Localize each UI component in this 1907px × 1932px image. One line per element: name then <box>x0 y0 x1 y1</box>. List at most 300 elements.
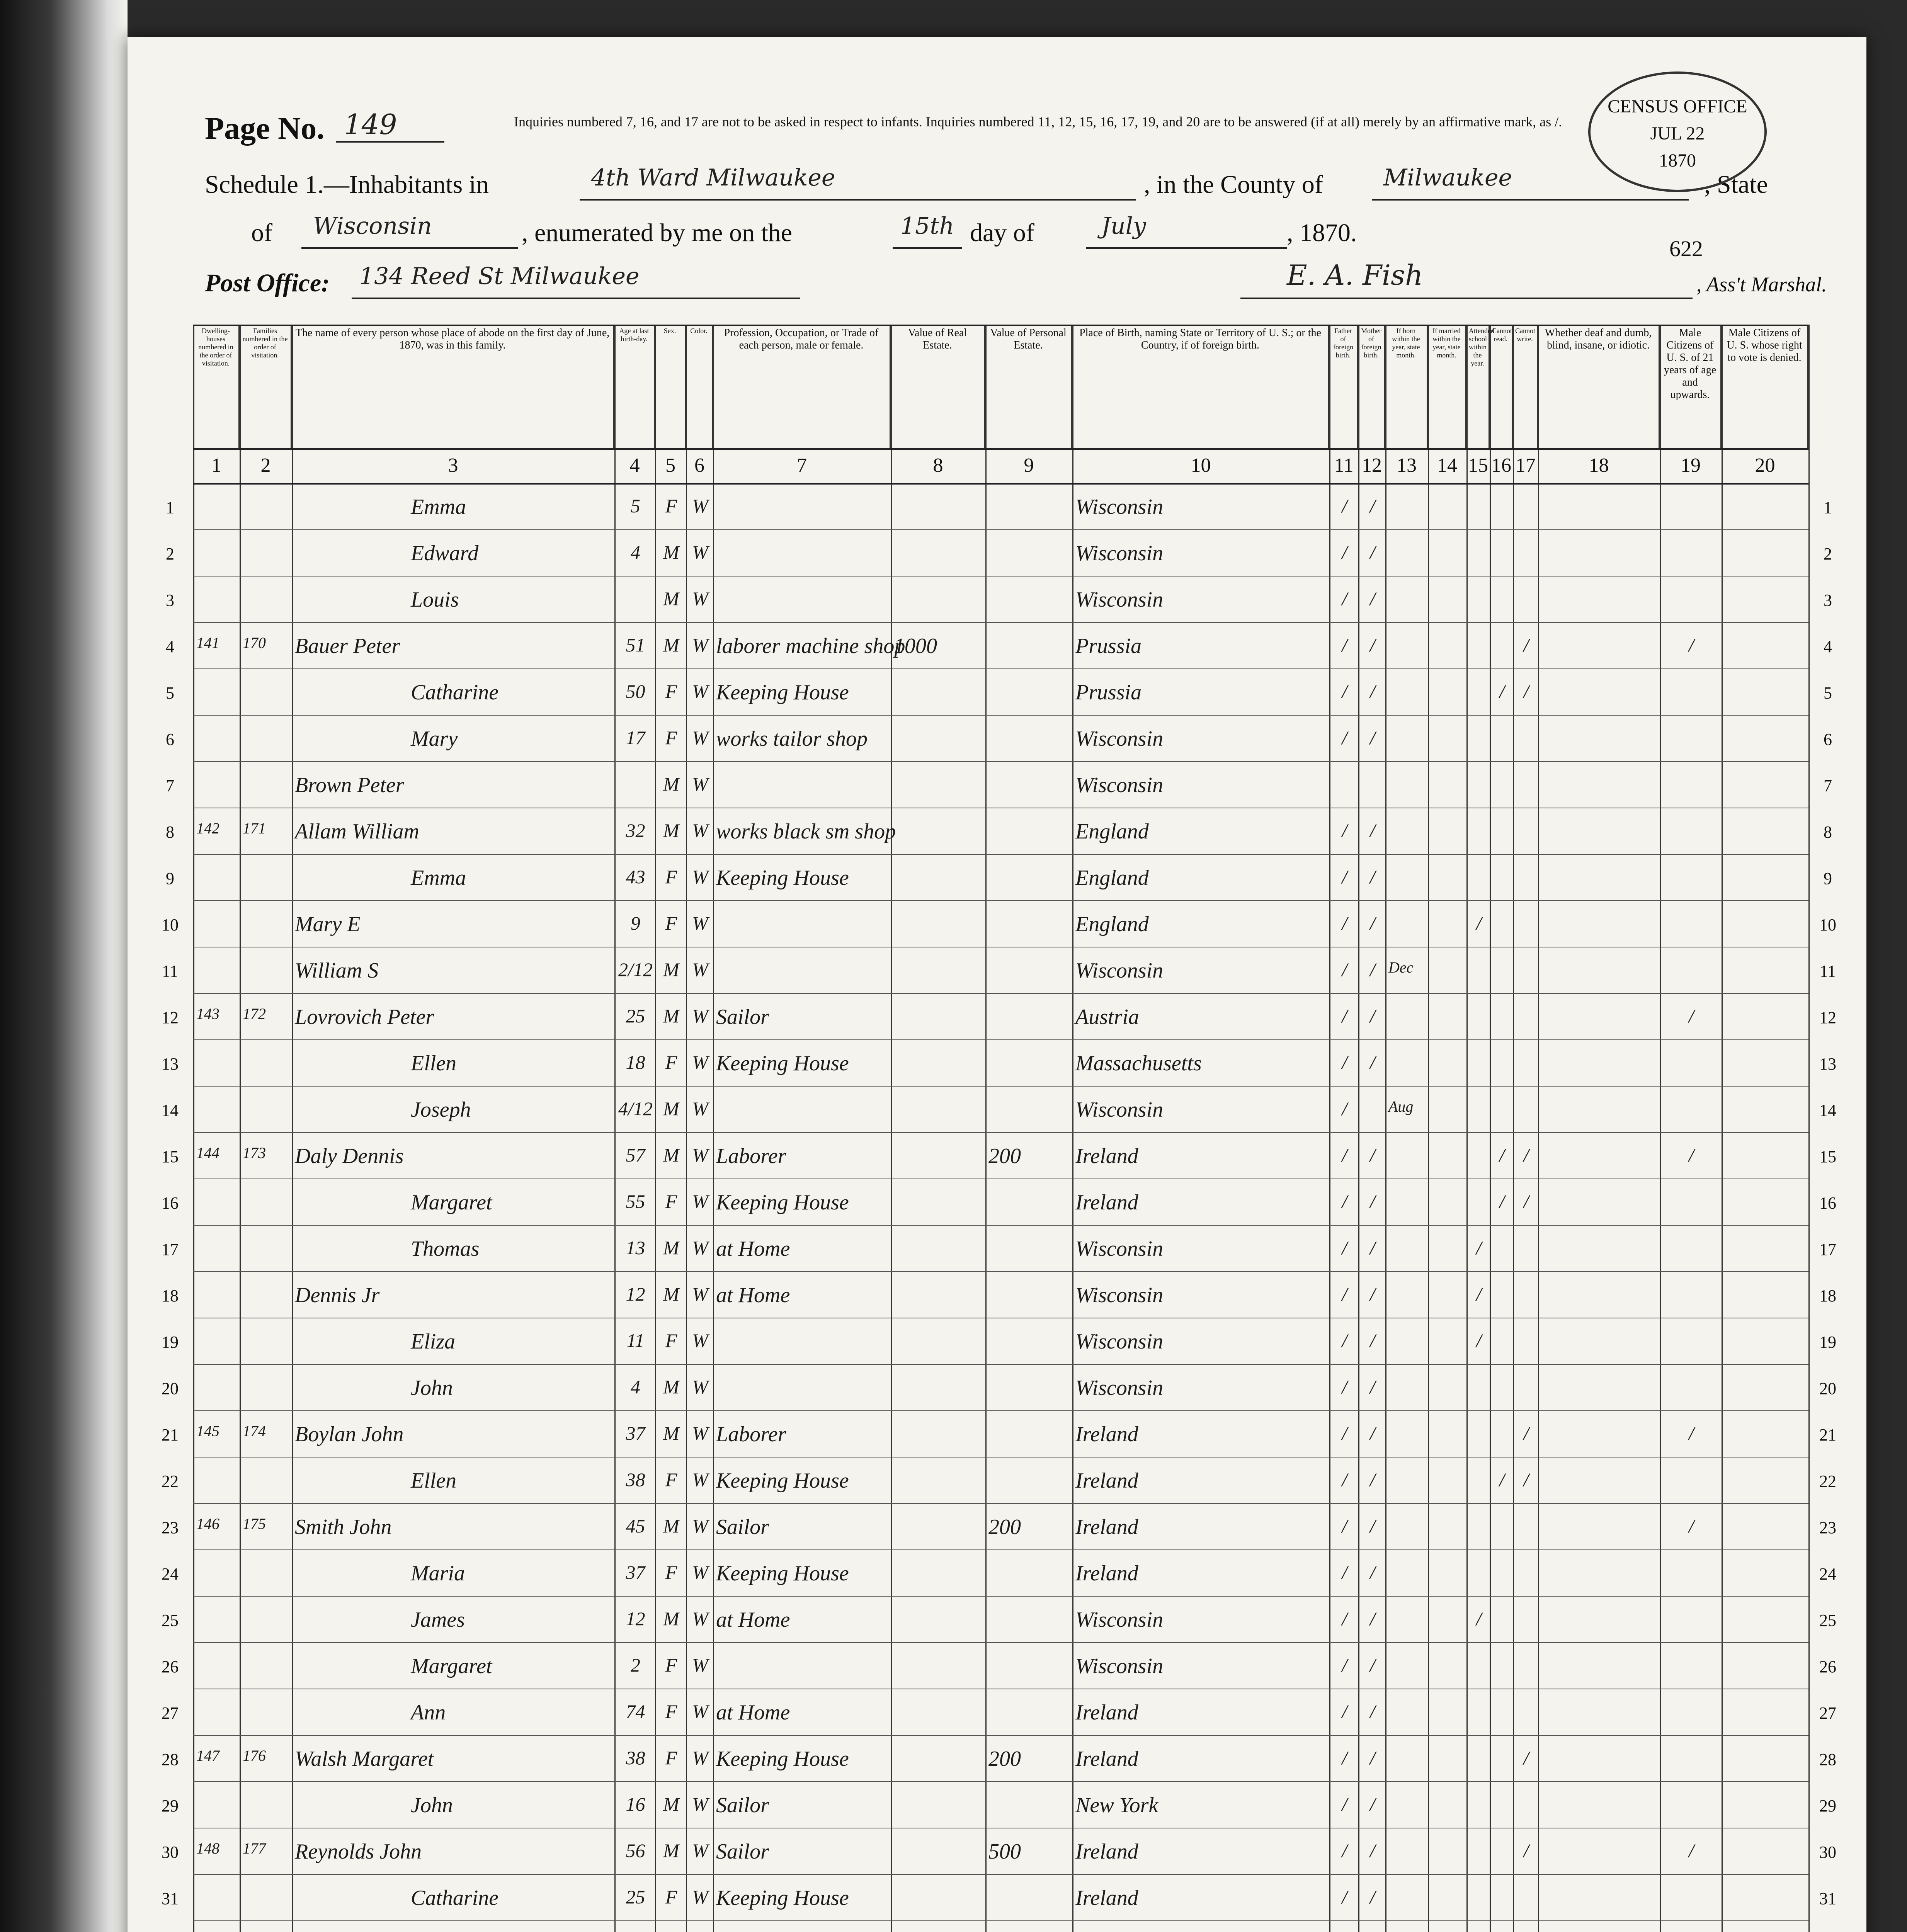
row-rule <box>193 1549 1808 1550</box>
census-table <box>162 325 1836 1932</box>
marshal-signature: E. A. Fish <box>1287 259 1423 291</box>
cell-color: W <box>692 1330 708 1351</box>
cell-birth: Ireland <box>1075 1144 1138 1168</box>
cell-name: Emma <box>411 495 466 519</box>
cell-c19: / <box>1689 1422 1694 1444</box>
row-number-right: 19 <box>1819 1333 1836 1352</box>
row-number-right: 11 <box>1819 962 1836 981</box>
column-number-16: 16 <box>1491 454 1511 476</box>
column-header-14: If married within the year, state month. <box>1428 325 1466 448</box>
cell-birth: Ireland <box>1075 1840 1138 1864</box>
cell-name: Catharine <box>411 680 499 704</box>
cell-age: 13 <box>626 1237 645 1259</box>
row-number-right: 6 <box>1824 730 1832 749</box>
row-number-left: 7 <box>166 776 174 795</box>
row-number-left: 5 <box>166 684 174 702</box>
cell-c17: / <box>1523 1747 1529 1769</box>
cell-c11: / <box>1342 1747 1347 1769</box>
cell-c19: / <box>1689 1515 1694 1537</box>
cell-sex: F <box>665 1051 677 1073</box>
cell-color: W <box>692 1422 708 1444</box>
cell-age: 2/12 <box>618 959 653 980</box>
cell-c15: / <box>1476 1330 1482 1351</box>
column-rule <box>1385 325 1386 1932</box>
cell-c15: / <box>1476 1237 1482 1259</box>
cell-birth: Wisconsin <box>1075 541 1164 565</box>
cell-birth: Prussia <box>1075 680 1142 704</box>
column-number-5: 5 <box>665 454 675 476</box>
cell-occ: Keeping House <box>716 1561 849 1585</box>
cell-c11: / <box>1342 1515 1347 1537</box>
column-header-19: Male Citizens of U. S. of 21 years of age and upwards. <box>1660 325 1722 448</box>
row-rule <box>193 1271 1808 1272</box>
cell-name: Thomas <box>411 1237 480 1261</box>
row-rule <box>193 483 1808 485</box>
column-rule <box>292 325 293 1932</box>
column-number-12: 12 <box>1362 454 1382 476</box>
row-number-right: 21 <box>1819 1425 1836 1444</box>
cell-c17: / <box>1523 1144 1529 1166</box>
column-number-11: 11 <box>1334 454 1354 476</box>
column-header-1: Dwelling-houses numbered in the order of visitation. <box>193 325 240 448</box>
row-number-right: 22 <box>1819 1472 1836 1491</box>
cell-sex: F <box>665 1701 677 1722</box>
cell-c15: / <box>1476 1283 1482 1305</box>
column-header-17: Cannot write. <box>1513 325 1538 448</box>
cell-birth: Wisconsin <box>1075 1330 1164 1354</box>
row-number-right: 2 <box>1824 544 1832 563</box>
cell-occ: at Home <box>716 1701 790 1725</box>
row-rule <box>193 448 1808 450</box>
cell-c12: / <box>1370 1747 1375 1769</box>
cell-d: 148 <box>196 1840 219 1857</box>
column-rule <box>193 325 194 1932</box>
cell-color: W <box>692 1051 708 1073</box>
cell-c11: / <box>1342 1144 1347 1166</box>
cell-occ: Sailor <box>716 1840 769 1864</box>
cell-name: Margaret <box>411 1190 492 1214</box>
row-number-right: 5 <box>1824 684 1832 702</box>
cell-birth: Wisconsin <box>1075 1608 1164 1632</box>
cell-c11: / <box>1342 1190 1347 1212</box>
row-number-left: 4 <box>166 637 174 656</box>
cell-sex: M <box>663 1608 679 1629</box>
column-header-8: Value of Real Estate. <box>891 325 985 448</box>
cell-name: Lovrovich Peter <box>295 1005 434 1029</box>
cell-name: Maria <box>411 1561 465 1585</box>
state-value: Wisconsin <box>313 213 432 240</box>
cell-color: W <box>692 1144 708 1166</box>
census-page <box>128 37 1866 1932</box>
cell-c11: / <box>1342 820 1347 841</box>
county-value: Milwaukee <box>1383 164 1512 191</box>
cell-name: Bauer Peter <box>295 634 400 658</box>
column-rule <box>1428 325 1429 1932</box>
cell-name: James <box>411 1608 465 1632</box>
cell-birth: Ireland <box>1075 1747 1138 1771</box>
stamp-text: CENSUS OFFICE JUL 22 1870 <box>1608 96 1747 171</box>
cell-c11: / <box>1342 634 1347 656</box>
post-office-label: Post Office: <box>205 269 330 297</box>
cell-sex: M <box>663 588 679 609</box>
row-number-left: 23 <box>162 1518 179 1537</box>
column-number-9: 9 <box>1024 454 1034 476</box>
cell-birth: Wisconsin <box>1075 1098 1164 1122</box>
post-office-value: 134 Reed St Milwaukee <box>359 263 640 290</box>
row-number-left: 29 <box>162 1796 179 1815</box>
cell-sex: F <box>665 680 677 702</box>
column-header-4: Age at last birth-day. <box>614 325 655 448</box>
cell-age: 25 <box>626 1886 645 1908</box>
row-rule <box>193 854 1808 855</box>
cell-occ: Keeping House <box>716 1747 849 1771</box>
cell-sex: M <box>663 634 679 656</box>
column-number-1: 1 <box>211 454 221 476</box>
cell-f: 171 <box>243 820 266 837</box>
cell-birth: Ireland <box>1075 1886 1138 1910</box>
cell-age: 2 <box>631 1654 640 1676</box>
cell-age: 5 <box>631 495 640 517</box>
cell-sex: M <box>663 1283 679 1305</box>
cell-c16: / <box>1499 680 1505 702</box>
cell-name: Daly Dennis <box>295 1144 404 1168</box>
cell-sex: M <box>663 820 679 841</box>
cell-age: 18 <box>626 1051 645 1073</box>
cell-sex: M <box>663 1840 679 1861</box>
cell-c19: / <box>1689 1840 1694 1861</box>
cell-f: 173 <box>243 1144 266 1162</box>
cell-color: W <box>692 1515 708 1537</box>
page-number: 149 <box>344 108 397 141</box>
cell-birth: England <box>1075 912 1149 936</box>
cell-c11: / <box>1342 1886 1347 1908</box>
cell-birth: Wisconsin <box>1075 1654 1164 1678</box>
cell-f: 172 <box>243 1005 266 1022</box>
row-rule <box>193 1039 1808 1040</box>
cell-c12: / <box>1370 1654 1375 1676</box>
row-rule <box>193 715 1808 716</box>
cell-c12: / <box>1370 588 1375 609</box>
column-number-3: 3 <box>448 454 458 476</box>
cell-occ: Keeping House <box>716 1051 849 1075</box>
column-rule <box>686 325 687 1932</box>
ward-underline <box>580 199 1136 201</box>
cell-name: John <box>411 1376 453 1400</box>
cell-c12: / <box>1370 727 1375 748</box>
row-number-right: 18 <box>1819 1286 1836 1305</box>
column-header-9: Value of Personal Estate. <box>985 325 1072 448</box>
cell-c19: / <box>1689 1005 1694 1027</box>
cell-color: W <box>692 634 708 656</box>
cell-c12: / <box>1370 1886 1375 1908</box>
cell-name: Joseph <box>411 1098 471 1122</box>
cell-age: 38 <box>626 1469 645 1490</box>
cell-age: 9 <box>631 912 640 934</box>
cell-c12: / <box>1370 1561 1375 1583</box>
column-header-2: Families numbered in the order of visitation. <box>240 325 292 448</box>
cell-color: W <box>692 1701 708 1722</box>
row-number-left: 1 <box>166 498 174 517</box>
month-underline <box>1086 247 1287 249</box>
row-number-left: 30 <box>162 1843 179 1862</box>
cell-birth: Wisconsin <box>1075 1237 1164 1261</box>
cell-c11: / <box>1342 727 1347 748</box>
cell-age: 38 <box>626 1747 645 1769</box>
row-number-left: 6 <box>166 730 174 749</box>
state-label: , State <box>1704 170 1768 199</box>
cell-age: 17 <box>626 727 645 748</box>
cell-birth: Ireland <box>1075 1701 1138 1725</box>
cell-birth: New York <box>1075 1793 1158 1817</box>
cell-sex: M <box>663 1237 679 1259</box>
state-underline <box>301 247 518 249</box>
column-number-10: 10 <box>1191 454 1211 476</box>
cell-c17: / <box>1523 634 1529 656</box>
row-rule <box>193 761 1808 762</box>
cell-occ: Keeping House <box>716 1469 849 1493</box>
cell-name: Catharine <box>411 1886 499 1910</box>
cell-sex: M <box>663 1793 679 1815</box>
column-rule <box>891 325 892 1932</box>
cell-c11: / <box>1342 495 1347 517</box>
cell-c11: / <box>1342 1330 1347 1351</box>
column-number-13: 13 <box>1397 454 1417 476</box>
cell-age: 32 <box>626 820 645 841</box>
row-number-left: 17 <box>162 1240 179 1259</box>
cell-c12: / <box>1370 1840 1375 1861</box>
cell-d: 143 <box>196 1005 219 1022</box>
stamp-number: 622 <box>1669 236 1703 261</box>
row-rule <box>193 1503 1808 1504</box>
cell-c12: / <box>1370 1190 1375 1212</box>
schedule-label: Schedule 1.—Inhabitants in <box>205 170 489 199</box>
county-label: , in the County of <box>1144 170 1323 199</box>
column-rule <box>1808 325 1810 1932</box>
row-number-right: 16 <box>1819 1194 1836 1213</box>
cell-f: 177 <box>243 1840 266 1857</box>
cell-name: Mary <box>411 727 458 751</box>
cell-f: 176 <box>243 1747 266 1764</box>
column-number-20: 20 <box>1755 454 1775 476</box>
cell-birth: England <box>1075 866 1149 890</box>
cell-birth: England <box>1075 820 1149 844</box>
column-number-7: 7 <box>797 454 807 476</box>
cell-color: W <box>692 959 708 980</box>
row-number-right: 31 <box>1819 1889 1836 1908</box>
row-number-left: 21 <box>162 1425 179 1444</box>
row-number-right: 23 <box>1819 1518 1836 1537</box>
cell-occ: Sailor <box>716 1793 769 1817</box>
row-rule <box>193 900 1808 901</box>
cell-occ: Sailor <box>716 1005 769 1029</box>
column-header-16: Cannot read. <box>1490 325 1513 448</box>
cell-color: W <box>692 1237 708 1259</box>
cell-color: W <box>692 820 708 841</box>
row-number-right: 14 <box>1819 1101 1836 1120</box>
row-number-right: 8 <box>1824 823 1832 842</box>
cell-color: W <box>692 1190 708 1212</box>
cell-birth: Wisconsin <box>1075 588 1164 612</box>
column-rule <box>240 325 241 1932</box>
cell-d: 144 <box>196 1144 219 1162</box>
cell-sex: F <box>665 912 677 934</box>
cell-name: Ellen <box>411 1051 457 1075</box>
cell-occ: Sailor <box>716 1515 769 1539</box>
column-number-19: 19 <box>1681 454 1701 476</box>
row-rule <box>193 1920 1808 1921</box>
cell-d: 145 <box>196 1422 219 1440</box>
cell-c12: / <box>1370 1144 1375 1166</box>
year-label: , 1870. <box>1287 219 1357 247</box>
row-number-left: 11 <box>162 962 179 981</box>
cell-re: 1000 <box>894 634 937 658</box>
column-header-5: Sex. <box>655 325 686 448</box>
row-number-left: 8 <box>166 823 174 842</box>
row-number-right: 10 <box>1819 915 1836 934</box>
column-number-15: 15 <box>1468 454 1488 476</box>
row-rule <box>193 668 1808 669</box>
cell-occ: Keeping House <box>716 866 849 890</box>
column-header-10: Place of Birth, naming State or Territory of U. S.; or the Country, if of foreign birth. <box>1072 325 1329 448</box>
row-number-left: 12 <box>162 1008 179 1027</box>
cell-color: W <box>692 1654 708 1676</box>
row-number-left: 22 <box>162 1472 179 1491</box>
cell-c11: / <box>1342 1051 1347 1073</box>
cell-c12: / <box>1370 1793 1375 1815</box>
cell-sex: M <box>663 1515 679 1537</box>
cell-c11: / <box>1342 541 1347 563</box>
row-number-right: 24 <box>1819 1565 1836 1583</box>
cell-color: W <box>692 1469 708 1490</box>
cell-c11: / <box>1342 1283 1347 1305</box>
cell-c12: / <box>1370 866 1375 888</box>
row-number-left: 2 <box>166 544 174 563</box>
row-number-right: 29 <box>1819 1796 1836 1815</box>
row-number-right: 27 <box>1819 1704 1836 1723</box>
column-header-13: If born within the year, state month. <box>1385 325 1428 448</box>
column-header-3: The name of every person whose place of abode on the first day of June, 1870, was in this family. <box>292 325 614 448</box>
cell-color: W <box>692 1283 708 1305</box>
cell-color: W <box>692 1840 708 1861</box>
cell-name: Walsh Margaret <box>295 1747 434 1771</box>
column-rule <box>1538 325 1539 1932</box>
cell-sex: F <box>665 1190 677 1212</box>
column-number-14: 14 <box>1437 454 1457 476</box>
cell-c11: / <box>1342 588 1347 609</box>
cell-c11: / <box>1342 1561 1347 1583</box>
column-header-7: Profession, Occupation, or Trade of each person, male or female. <box>713 325 891 448</box>
cell-color: W <box>692 1608 708 1629</box>
cell-sex: M <box>663 1376 679 1398</box>
cell-c13: Aug <box>1388 1098 1414 1115</box>
row-number-right: 4 <box>1824 637 1832 656</box>
column-number-8: 8 <box>933 454 943 476</box>
row-number-left: 3 <box>166 591 174 610</box>
cell-occ: works black sm shop <box>716 820 896 844</box>
cell-c11: / <box>1342 912 1347 934</box>
cell-name: Margaret <box>411 1654 492 1678</box>
column-rule <box>1490 325 1491 1932</box>
cell-d: 146 <box>196 1515 219 1532</box>
column-rule <box>1072 325 1073 1932</box>
cell-age: 4/12 <box>618 1098 653 1119</box>
row-number-right: 26 <box>1819 1657 1836 1676</box>
cell-sex: F <box>665 1330 677 1351</box>
cell-occ: at Home <box>716 1608 790 1632</box>
cell-age: 45 <box>626 1515 645 1537</box>
cell-color: W <box>692 1098 708 1119</box>
cell-c15: / <box>1476 912 1482 934</box>
cell-c11: / <box>1342 1098 1347 1119</box>
cell-c12: / <box>1370 959 1375 980</box>
column-rule <box>1722 325 1723 1932</box>
row-number-left: 24 <box>162 1565 179 1583</box>
cell-birth: Wisconsin <box>1075 727 1164 751</box>
cell-c12: / <box>1370 1515 1375 1537</box>
cell-birth: Ireland <box>1075 1190 1138 1214</box>
cell-color: W <box>692 680 708 702</box>
row-number-left: 10 <box>162 915 179 934</box>
census-office-stamp <box>1588 71 1767 192</box>
cell-pe: 500 <box>988 1840 1021 1864</box>
cell-c12: / <box>1370 820 1375 841</box>
cell-age: 25 <box>626 1005 645 1027</box>
row-number-left: 27 <box>162 1704 179 1723</box>
cell-c15: / <box>1476 1608 1482 1629</box>
row-number-right: 17 <box>1819 1240 1836 1259</box>
cell-c12: / <box>1370 1237 1375 1259</box>
row-number-left: 28 <box>162 1750 179 1769</box>
row-number-left: 19 <box>162 1333 179 1352</box>
cell-age: 56 <box>626 1840 645 1861</box>
cell-c11: / <box>1342 1608 1347 1629</box>
row-number-left: 16 <box>162 1194 179 1213</box>
cell-age: 51 <box>626 634 645 656</box>
cell-c12: / <box>1370 912 1375 934</box>
row-rule <box>193 1874 1808 1875</box>
cell-sex: F <box>665 1654 677 1676</box>
row-number-right: 7 <box>1824 776 1832 795</box>
cell-occ: Keeping House <box>716 1190 849 1214</box>
cell-color: W <box>692 588 708 609</box>
cell-age: 57 <box>626 1144 645 1166</box>
row-rule <box>193 1457 1808 1458</box>
row-rule <box>193 529 1808 530</box>
cell-name: Louis <box>411 588 459 612</box>
row-number-left: 14 <box>162 1101 179 1120</box>
cell-c19: / <box>1689 634 1694 656</box>
cell-sex: M <box>663 1098 679 1119</box>
cell-birth: Wisconsin <box>1075 773 1164 797</box>
cell-c11: / <box>1342 959 1347 980</box>
cell-name: Boylan John <box>295 1422 404 1446</box>
cell-f: 174 <box>243 1422 266 1440</box>
column-rule <box>713 325 714 1932</box>
cell-occ: at Home <box>716 1283 790 1307</box>
cell-age: 11 <box>626 1330 645 1351</box>
instructions-note: Inquiries numbered 7, 16, and 17 are not to be asked in respect to infants. Inquiries numbered 11, 12, 15, 16, 17, 19, and 20 are to be answered (if at all) merely by an affirmative mark, as /. <box>514 114 1562 129</box>
column-rule <box>1513 325 1514 1932</box>
row-number-right: 30 <box>1819 1843 1836 1862</box>
row-number-right: 9 <box>1824 869 1832 888</box>
page-label: Page No. <box>205 111 325 146</box>
cell-birth: Prussia <box>1075 634 1142 658</box>
cell-c11: / <box>1342 1376 1347 1398</box>
cell-name: Emma <box>411 866 466 890</box>
page-number-underline <box>336 141 444 143</box>
cell-age: 4 <box>631 1376 640 1398</box>
cell-birth: Ireland <box>1075 1469 1138 1493</box>
